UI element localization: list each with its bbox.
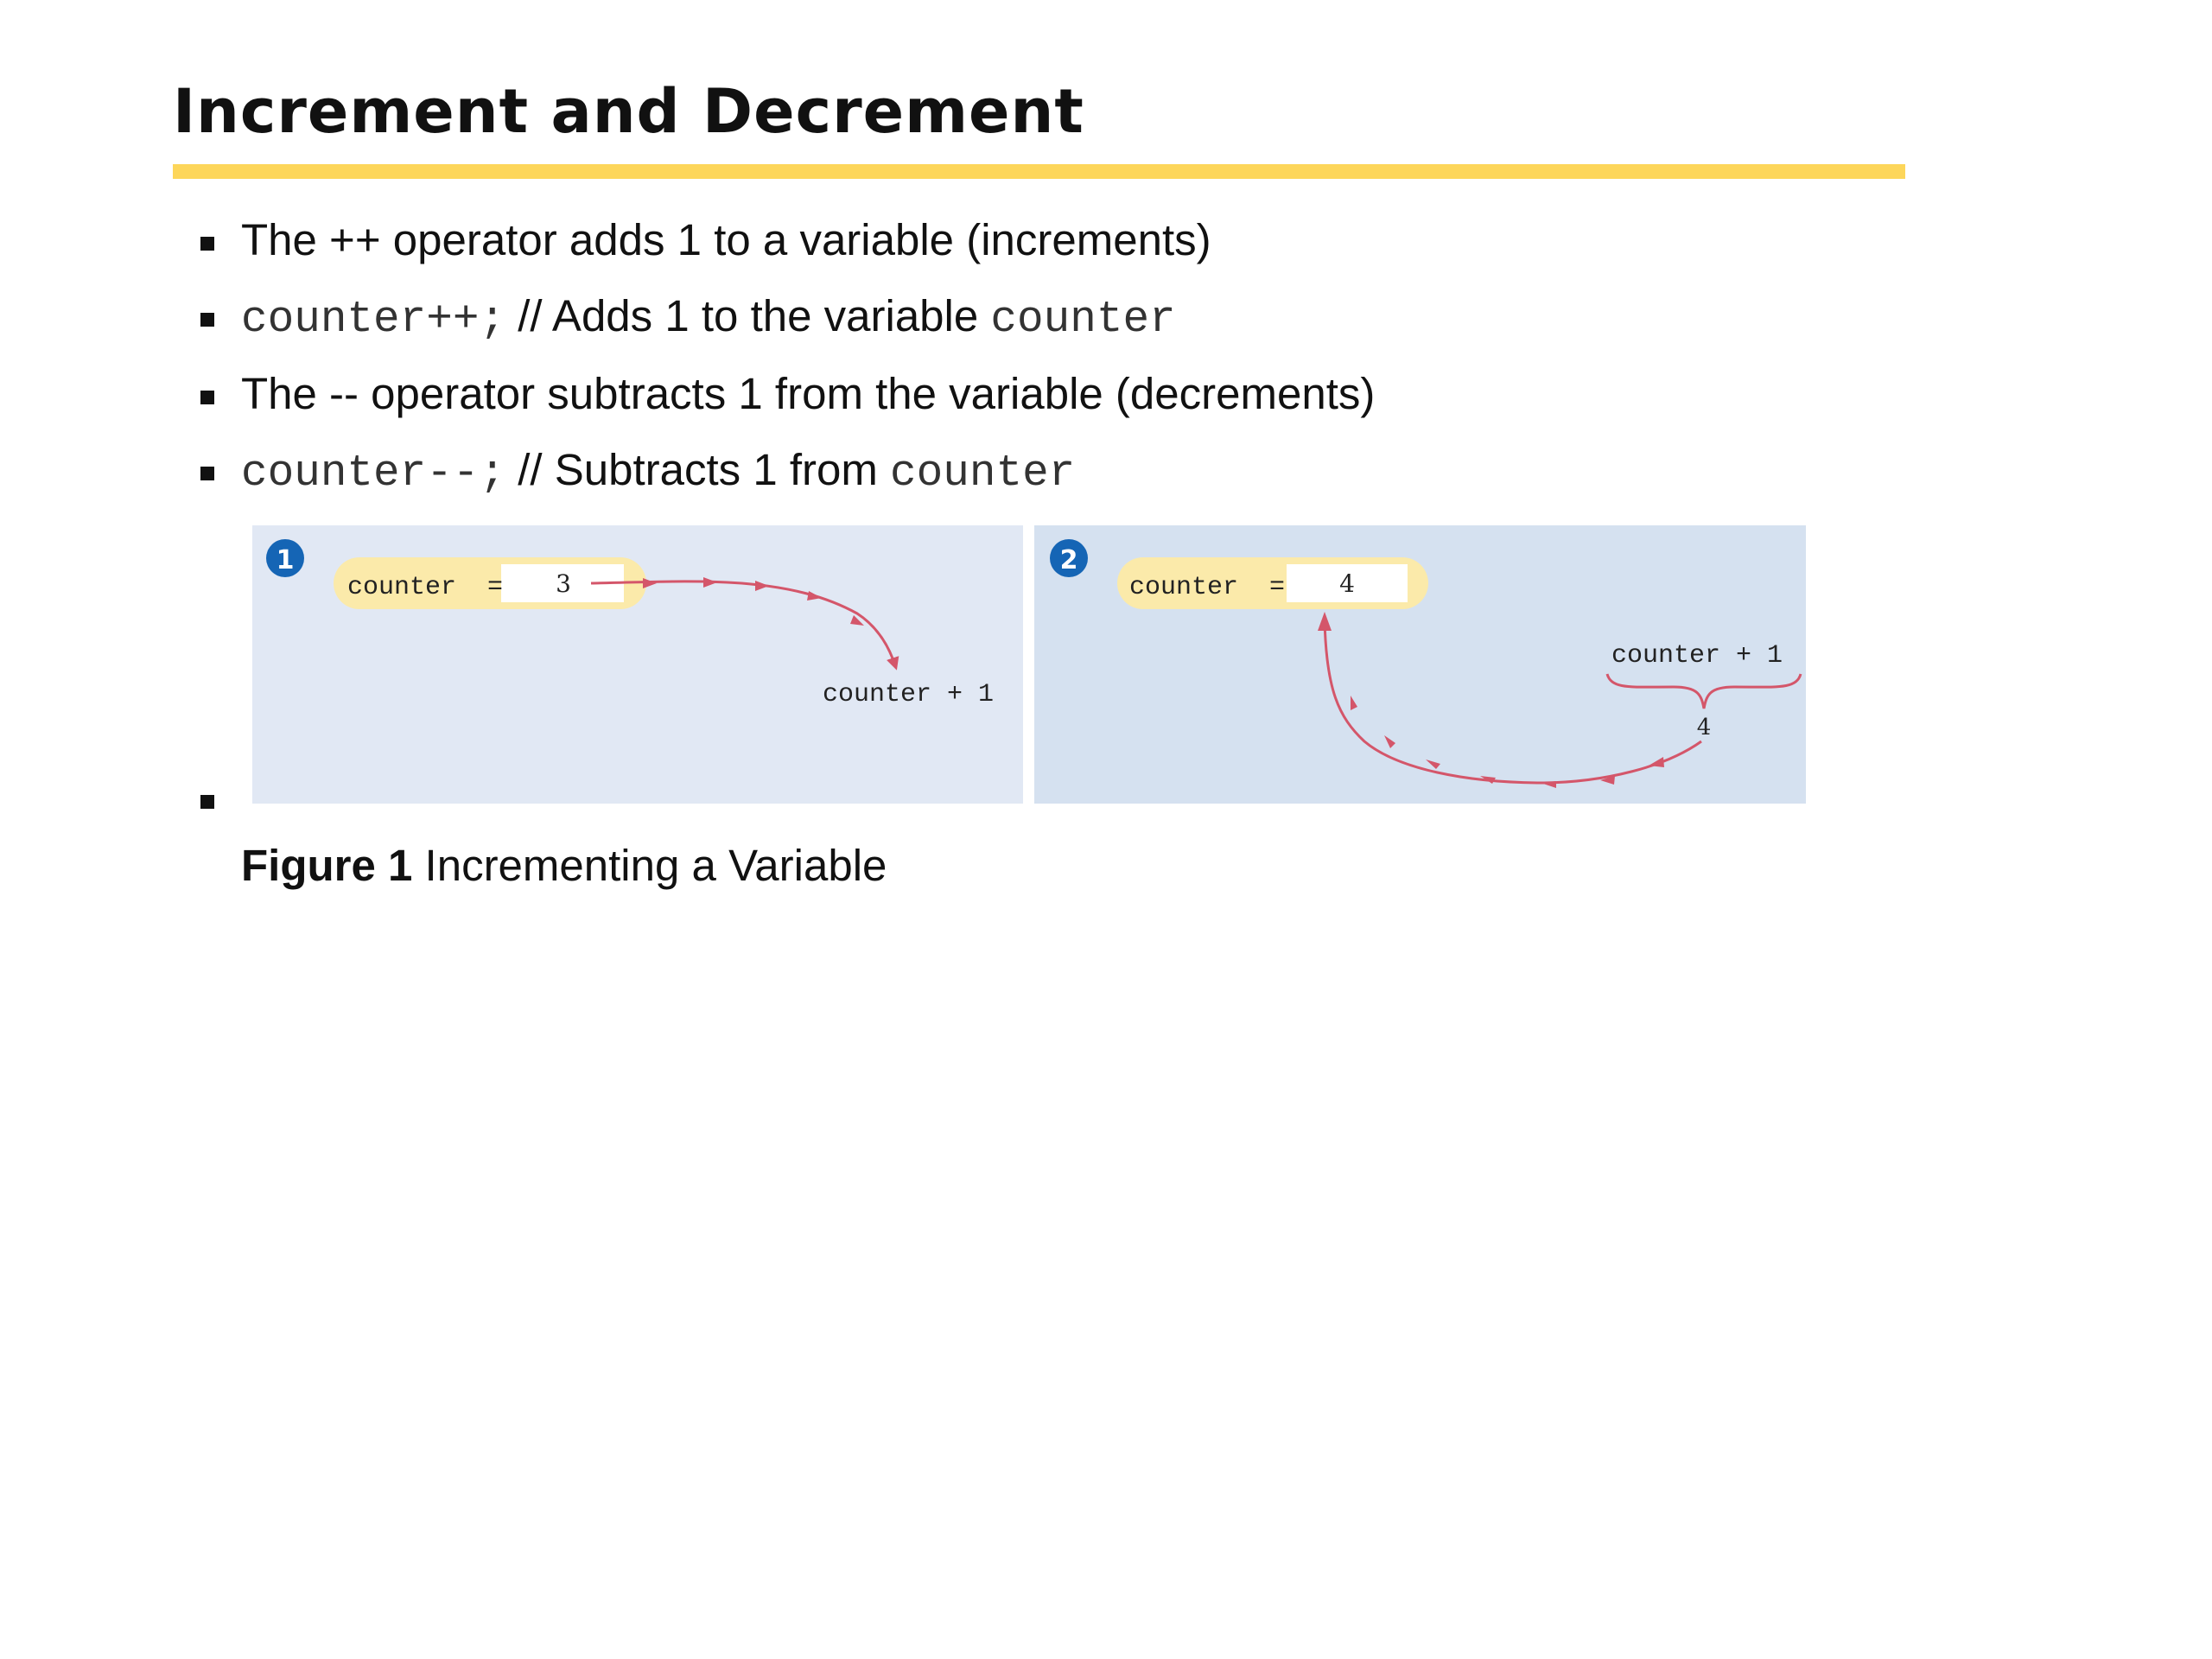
step-2-diagram xyxy=(1034,525,1806,804)
figure-step-2-panel xyxy=(1034,525,1806,804)
bullet-text: The ++ operator adds 1 to a variable (increments) xyxy=(241,215,1211,264)
bullet-marker xyxy=(200,795,214,809)
code-snippet: counter++; xyxy=(241,296,506,345)
expression-counter-plus-1: counter + 1 xyxy=(823,680,995,709)
bullet-marker xyxy=(200,237,214,251)
step-1-number: 1 xyxy=(276,545,295,575)
bullet-text: // Subtracts 1 from xyxy=(505,445,891,494)
step-1-diagram xyxy=(252,525,1023,804)
counter-label: counter = xyxy=(347,573,504,602)
expression-result: 4 xyxy=(1696,715,1712,741)
code-variable: counter xyxy=(990,296,1176,345)
counter-label: counter = xyxy=(1129,573,1286,602)
bullet-marker xyxy=(200,467,214,480)
bullet-text: The -- operator subtracts 1 from the variable (decrements) xyxy=(241,369,1376,418)
bullet-marker xyxy=(200,391,214,404)
figure-label: Figure 1 xyxy=(241,841,413,890)
bullet-marker xyxy=(200,313,214,327)
brace xyxy=(1607,674,1801,709)
counter-value: 3 xyxy=(556,569,571,598)
bullet-text: // Adds 1 to the variable xyxy=(505,291,991,340)
bullet-item-decrement-code xyxy=(241,445,1076,499)
slide-title: Increment and Decrement xyxy=(173,76,1084,147)
counter-value: 4 xyxy=(1339,569,1355,598)
code-snippet: counter--; xyxy=(241,449,506,499)
arrow-head-up xyxy=(1318,612,1332,631)
increment-figure xyxy=(252,525,1806,804)
bullet-item-increment-desc xyxy=(241,215,1211,264)
bullet-item-increment-code xyxy=(241,291,1176,345)
code-variable: counter xyxy=(890,449,1076,499)
step-2-number: 2 xyxy=(1059,545,1078,575)
expression-counter-plus-1: counter + 1 xyxy=(1611,641,1783,671)
bullet-item-decrement-desc xyxy=(241,369,1376,418)
figure-step-1-panel xyxy=(252,525,1023,804)
figure-title: Incrementing a Variable xyxy=(412,841,887,890)
figure-caption xyxy=(241,840,887,891)
